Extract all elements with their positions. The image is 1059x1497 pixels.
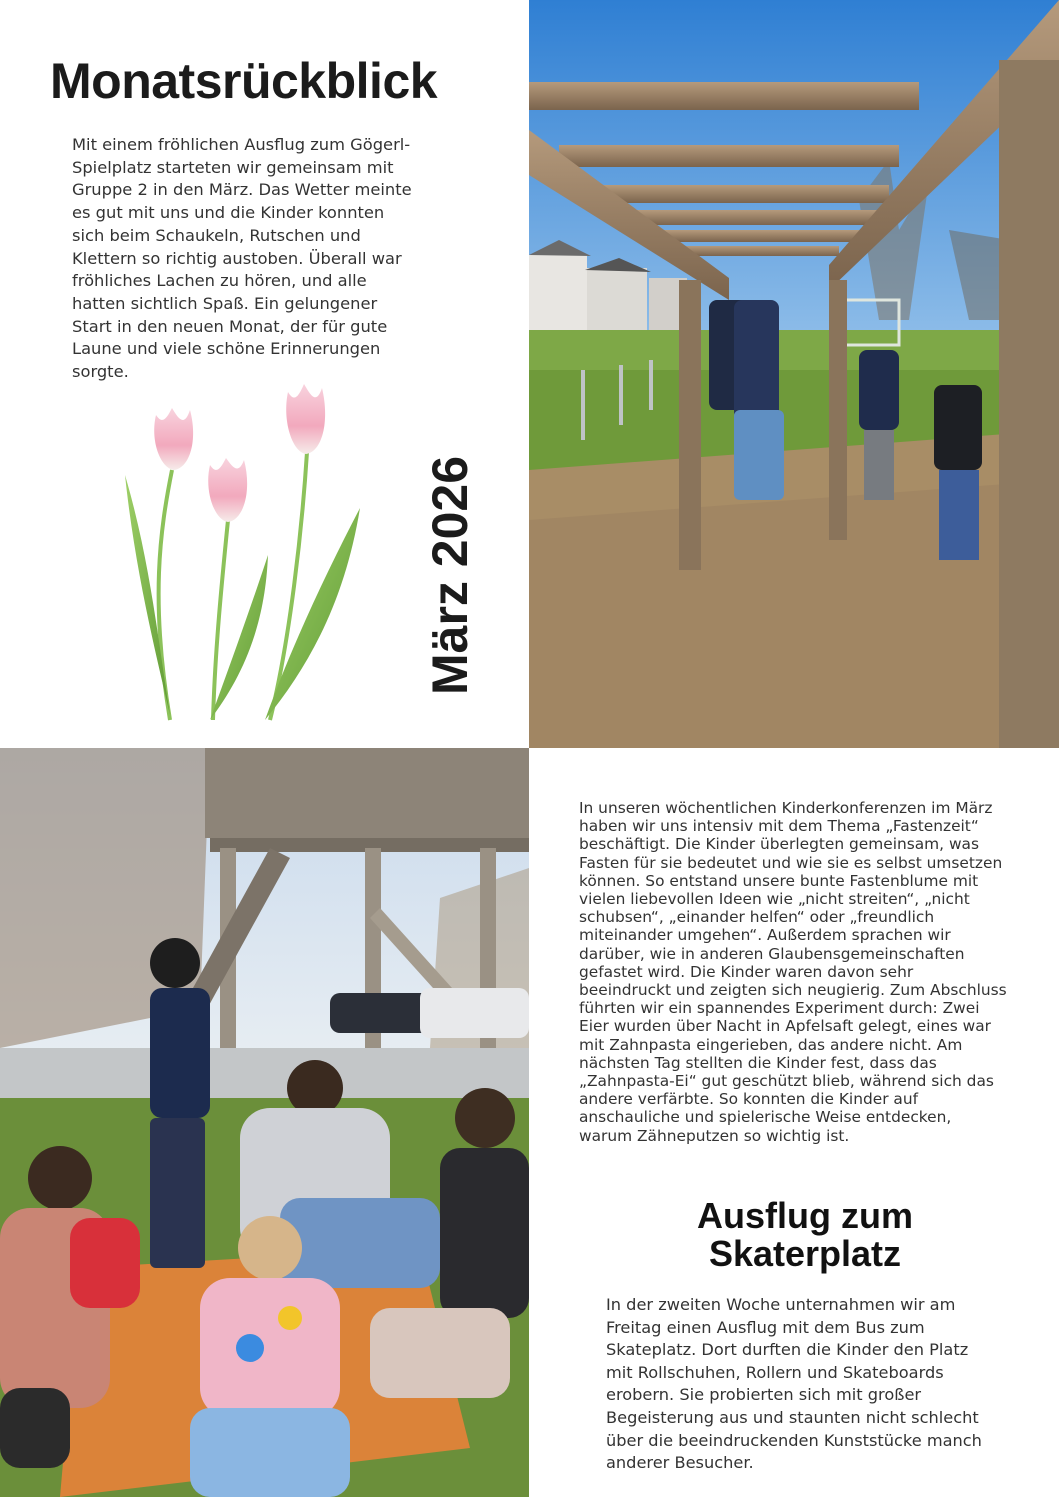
tulips-illustration bbox=[110, 380, 380, 725]
intro-text: Mit einem fröhlichen Ausflug zum Gögerl-Spielplatz starteten wir gemeinsam mit Gruppe 2 in den März. Das Wetter meinte es gut mit uns und die Kinder konnten sich beim Schaukeln, Rutschen und Klettern so richtig austoben. Überall war fröhliches Lachen zu hören, und alle hatten sichtlich Spaß. Ein gelungener Start in den neuen Monat, der für gute Laune und viele schöne Erinnerungen sorgte. bbox=[72, 135, 412, 382]
playground-photo bbox=[529, 0, 1059, 748]
picnic-photo bbox=[0, 748, 529, 1497]
article-skaterplatz-text: In der zweiten Woche unternahmen wir am Freitag einen Ausflug mit dem Bus zum Skateplatz. Dort durften die Kinder den Platz mit Rollschuhen, Rollern und Skateboards erobern. Sie probierten sich mit großer Begeisterung aus und staunten nicht schlecht über die beeindruckenden Kunststücke manch anderer Besucher. bbox=[606, 1295, 982, 1473]
article-heading-skaterplatz: Ausflug zum Skaterplatz bbox=[697, 1195, 913, 1274]
month-label: März 2026 bbox=[422, 455, 478, 695]
article-fastenzeit-text: In unseren wöchentlichen Kinderkonferenzen im März haben wir uns intensiv mit dem Thema „Fastenzeit“ beschäftigt. Die Kinder überlegten gemeinsam, was Fasten für sie bedeutet und wie sie es selbst umsetzen können. So entstand unsere bunte Fastenblume mit vielen liebevollen Ideen wie „nicht streiten“, „nicht schubsen“, „einander helfen“ oder „freundlich miteinander umgehen“. Außerdem sprachen wir darüber, wie in anderen Glaubensgemeinschaften gefastet wird. Die Kinder waren davon sehr beeindruckt und zeigten sich neugierig. Zum Abschluss führten wir ein spannendes Experiment durch: Zwei Eier wurden über Nacht in Apfelsaft gelegt, eines war mit Zahnpasta eingerieben, das andere nicht. Am nächsten Tag stellten die Kinder fest, dass das „Zahnpasta-Ei“ gut geschützt blieb, während sich das andere verfärbte. So konnten die Kinder auf anschauliche und spielerische Weise entdecken, warum Zähneputzen so wichtig ist. bbox=[579, 799, 1007, 1145]
page-title: Monatsrückblick bbox=[50, 53, 438, 109]
